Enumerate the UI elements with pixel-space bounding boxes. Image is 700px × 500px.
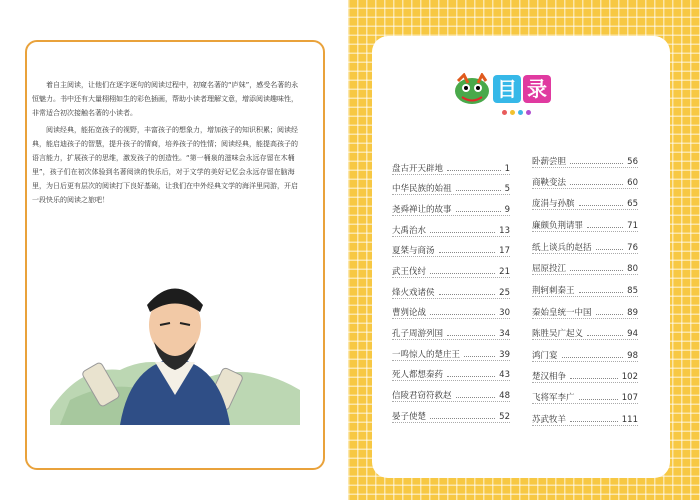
toc-entry[interactable]	[392, 259, 510, 277]
toc-entry-page: 52	[499, 412, 510, 422]
toc-entry-page: 48	[499, 391, 510, 401]
toc-entry-page: 98	[627, 351, 638, 361]
toc-entry-page: 43	[499, 370, 510, 380]
toc-entry-title: 死人都想秦药	[392, 370, 444, 380]
toc-entry-page: 56	[627, 157, 638, 167]
toc-entry-page: 89	[627, 308, 638, 318]
toc-entry-title: 荆轲刺秦王	[532, 286, 575, 296]
toc-entry-title: 武王伐纣	[392, 267, 427, 277]
toc-entry-title: 楚汉相争	[532, 372, 567, 382]
title-dot	[502, 110, 507, 115]
toc-entry-page: 1	[504, 164, 510, 174]
toc-entry[interactable]	[392, 176, 510, 194]
title-dot	[510, 110, 515, 115]
toc-entry[interactable]	[532, 321, 638, 339]
toc-entry[interactable]	[532, 213, 638, 231]
toc-entry[interactable]	[532, 170, 638, 188]
toc-entry[interactable]	[532, 256, 638, 274]
toc-entry-title: 秦始皇统一中国	[532, 308, 592, 318]
portrait-illustration	[50, 270, 300, 425]
toc-entry[interactable]	[532, 407, 638, 425]
toc-entry-page: 65	[627, 199, 638, 209]
toc-entry-title: 鸿门宴	[532, 351, 558, 361]
toc-entry-page: 60	[627, 178, 638, 188]
toc-entry-title: 商鞅变法	[532, 178, 567, 188]
toc-entry[interactable]	[392, 342, 510, 360]
toc-entry-title: 纸上谈兵的赵括	[532, 243, 592, 253]
toc-entry-page: 9	[504, 205, 510, 215]
toc-entry-page: 34	[499, 329, 510, 339]
toc-entry[interactable]	[532, 149, 638, 167]
toc-entry[interactable]	[392, 197, 510, 215]
toc-entry-title: 飞将军李广	[532, 393, 575, 403]
toc-entry[interactable]	[392, 383, 510, 401]
toc-entry-title: 尧舜禅让的故事	[392, 205, 452, 215]
toc-entry-title: 烽火戏诸侯	[392, 288, 435, 298]
toc-entry-page: 107	[621, 393, 638, 403]
toc-entry[interactable]	[532, 385, 638, 403]
toc-entry-page: 111	[621, 415, 638, 425]
toc-entry-page: 39	[499, 350, 510, 360]
toc-entry-page: 25	[499, 288, 510, 298]
toc-entry-page: 21	[499, 267, 510, 277]
toc-entry[interactable]	[532, 278, 638, 296]
toc-entry[interactable]	[392, 362, 510, 380]
toc-entry-page: 102	[621, 372, 638, 382]
toc-entry-title: 陈胜吴广起义	[532, 329, 584, 339]
toc-entry[interactable]	[532, 364, 638, 382]
toc-entry[interactable]	[532, 191, 638, 209]
toc-entry[interactable]	[532, 343, 638, 361]
toc-entry-title: 大禹治水	[392, 226, 427, 236]
toc-entry-page: 13	[499, 226, 510, 236]
toc-entry-title: 庞涓与孙膑	[532, 199, 575, 209]
preface-paragraph-1: 着自主阅读，让他们在逐字逐句的阅读过程中，初窥名著的“庐妹”，感受名著的永恒魅力。书中还有大量栩栩如生的彩色插画，帮助小读者理解文意，增添阅读趣味性，非常适合初次接触名著的小读者。	[32, 81, 299, 117]
toc-entry-title: 孔子周游列国	[392, 329, 444, 339]
toc-entry[interactable]	[392, 238, 510, 256]
toc-entry-page: 76	[627, 243, 638, 253]
toc-entry-title: 屈原投江	[532, 264, 567, 274]
toc-entry[interactable]	[392, 280, 510, 298]
title-dot	[526, 110, 531, 115]
toc-entry-page: 94	[627, 329, 638, 339]
preface-text	[32, 78, 300, 210]
toc-entry-page: 17	[499, 246, 510, 256]
dragon-icon	[452, 73, 492, 107]
toc-entry-page: 30	[499, 308, 510, 318]
toc-entry-title: 信陵君窃符救赵	[392, 391, 452, 401]
toc-entry-page: 71	[627, 221, 638, 231]
toc-entry[interactable]	[532, 235, 638, 253]
toc-entry-title: 夏桀与商汤	[392, 246, 435, 256]
toc-entry-title: 中华民族的始祖	[392, 184, 452, 194]
preface-paragraph-2: 阅读经典，能拓宽孩子的视野，丰富孩子的想象力，增加孩子的知识积累；阅读经典，能启迪孩子的智慧，提升孩子的情商，培养孩子的性情；阅读经典，能提高孩子的语言能力，扩展孩子的思维，激发孩子的创造性。“第一桶泉的滋味会永远存留在木桶里”，孩子们在初次体验到名著阅读的快乐后，对于文学的美好记忆会永远存留在脑海里，为日后更有层次的阅读打下良好基础，让我们在中外经典文学的海洋里同游，开启一段快乐的阅读之旅吧！	[32, 126, 298, 204]
toc-title-char-2: 录	[523, 75, 551, 103]
toc-entry-page: 80	[627, 264, 638, 274]
toc-entry[interactable]	[392, 156, 510, 174]
toc-title-char-1: 目	[493, 75, 521, 103]
toc-entry-title: 卧薪尝胆	[532, 157, 567, 167]
toc-entry-title: 苏武牧羊	[532, 415, 567, 425]
toc-entry[interactable]	[392, 321, 510, 339]
toc-entry-page: 85	[627, 286, 638, 296]
toc-entry[interactable]	[392, 404, 510, 422]
toc-entry-page: 5	[504, 184, 510, 194]
toc-entry-title: 盘古开天辟地	[392, 164, 444, 174]
toc-entry-title: 晏子使楚	[392, 412, 427, 422]
toc-entry-title: 一鸣惊人的楚庄王	[392, 350, 461, 360]
toc-entry[interactable]	[392, 218, 510, 236]
toc-entry-title: 廉颇负荆请罪	[532, 221, 584, 231]
toc-entry[interactable]	[392, 300, 510, 318]
title-dot	[518, 110, 523, 115]
toc-entry-title: 曹刿论战	[392, 308, 427, 318]
toc-entry[interactable]	[532, 300, 638, 318]
